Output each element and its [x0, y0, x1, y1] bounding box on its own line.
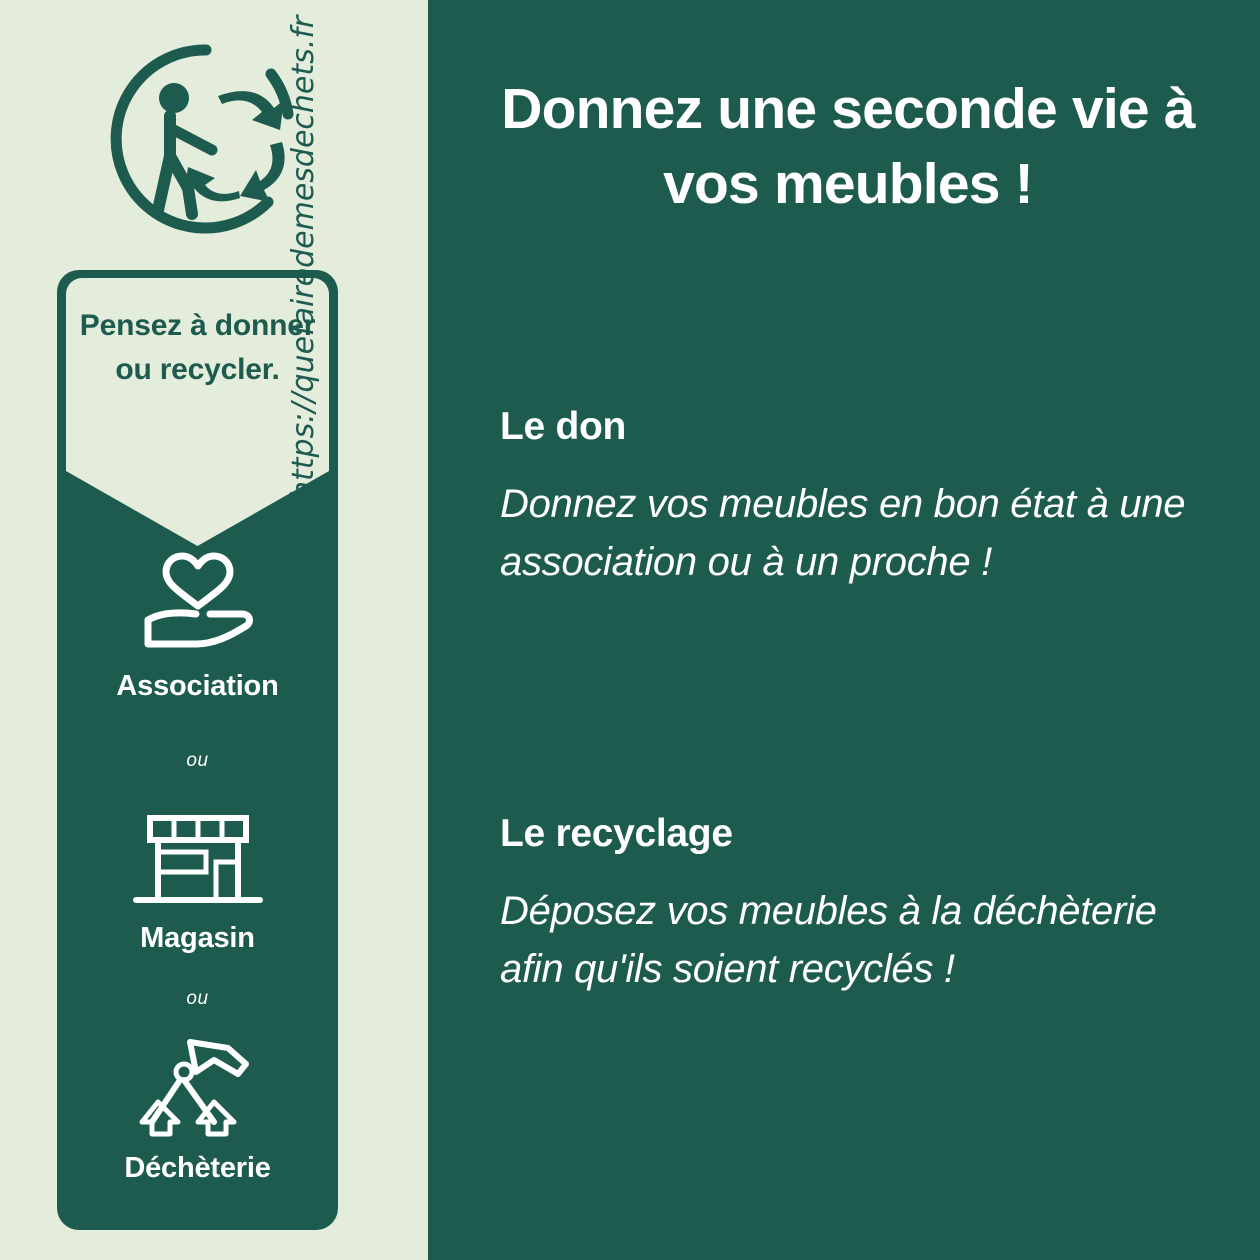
section-title: Le don: [500, 405, 627, 448]
hand-heart-icon: [57, 548, 338, 660]
option-association: [57, 548, 338, 703]
connector-ou-2: ou: [186, 988, 209, 1009]
option-label: Déchèterie: [124, 1152, 271, 1184]
option-magasin: [57, 800, 338, 955]
website-url[interactable]: https://quefairedemesdechets.fr: [286, 15, 321, 500]
option-label: Association: [116, 670, 279, 702]
banner-text: Pensez à donner ou recycler.: [79, 309, 316, 386]
section-body: Donnez vos meubles en bon état à une association ou à un proche !: [500, 482, 1186, 584]
section-le-recyclage: [500, 812, 1214, 998]
recycling-person-icon: [100, 38, 312, 240]
shop-icon: [57, 800, 338, 912]
waste-collection-icon: [57, 1030, 338, 1142]
section-le-don: [500, 405, 1214, 591]
option-label: Magasin: [140, 922, 255, 954]
page-title: Donnez une seconde vie à vos meubles !: [501, 77, 1195, 217]
section-body: Déposez vos meubles à la déchèterie afin qu'ils soient recyclés !: [500, 889, 1157, 991]
connector-ou-1: ou: [186, 750, 209, 771]
option-dechterie: [57, 1030, 338, 1185]
section-title: Le recyclage: [500, 812, 733, 855]
